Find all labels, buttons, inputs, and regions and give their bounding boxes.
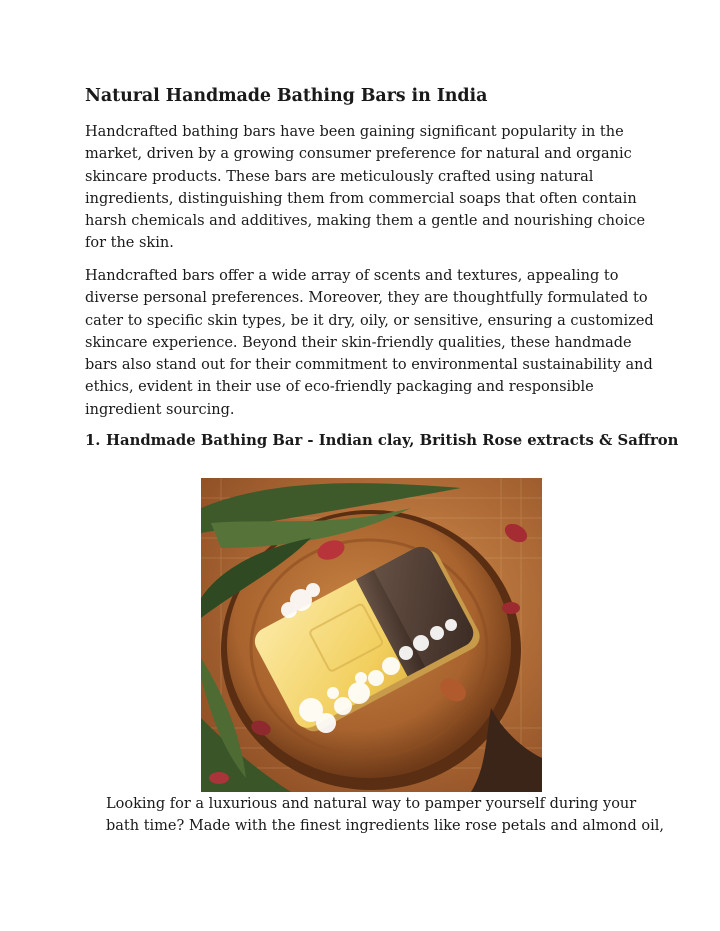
second-line: cater to specific skin types, be it dry, oily, or sensitive, ensuring a customized <box>85 312 654 329</box>
second-line: ethics, evident in their use of eco-friendly packaging and responsible <box>85 379 594 396</box>
product-photo <box>201 478 542 792</box>
intro-line: Handcrafted bathing bars have been gaining significant popularity in the <box>85 124 624 140</box>
intro-line: skincare products. These bars are meticulously crafted using natural <box>85 168 594 185</box>
section-heading-text: Handmade Bathing Bar - Indian clay, British Rose extracts & Saffron <box>106 432 679 449</box>
section-number: 1. <box>85 432 101 449</box>
second-line: bars also stand out for their commitment to environmental sustainability and <box>85 357 653 374</box>
second-line: diverse personal preferences. Moreover, they are thoughtfully formulated to <box>85 290 648 307</box>
second-line: Handcrafted bars offer a wide array of scents and textures, appealing to <box>85 268 619 284</box>
product-description <box>106 793 665 838</box>
intro-line: harsh chemicals and additives, making them a gentle and nourishing choice <box>85 213 646 230</box>
second-line: ingredient sourcing. <box>85 401 235 418</box>
intro-line: market, driven by a growing consumer preference for natural and organic <box>85 146 632 163</box>
intro-line: for the skin. <box>85 235 174 252</box>
second-paragraph <box>85 265 654 421</box>
body-line: Looking for a luxurious and natural way to pamper yourself during your <box>106 796 637 812</box>
intro-paragraph <box>85 121 645 255</box>
article-title: Natural Handmade Bathing Bars in India <box>85 86 488 106</box>
second-line: skincare experience. Beyond their skin-friendly qualities, these handmade <box>85 334 632 351</box>
body-line: bath time? Made with the finest ingredients like rose petals and almond oil, <box>106 818 665 835</box>
intro-line: ingredients, distinguishing them from commercial soaps that often contain <box>85 190 637 207</box>
soap-bar-image <box>201 478 542 792</box>
section-heading <box>85 432 678 449</box>
